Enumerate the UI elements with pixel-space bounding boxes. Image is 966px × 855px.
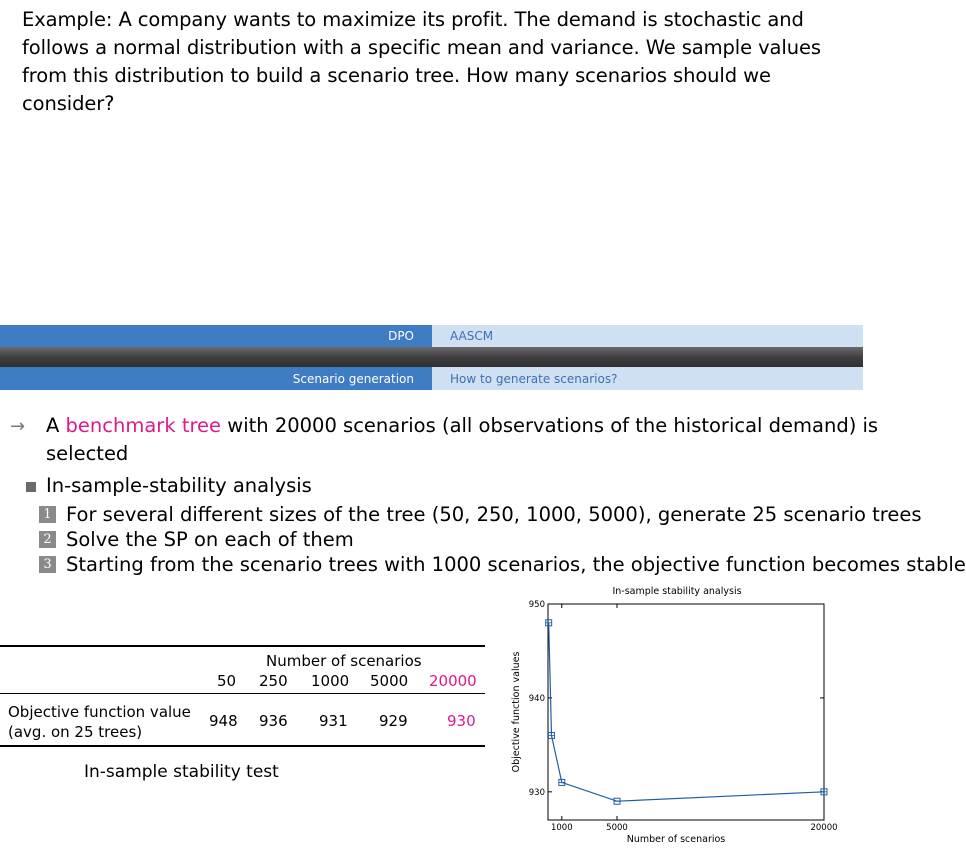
chart-x-axis-label: Number of scenarios xyxy=(626,834,726,845)
step-text-1: For several different sizes of the tree (50, 250, 1000, 5000), generate 25 scenario trees xyxy=(66,503,922,526)
benchmark-prefix: A xyxy=(46,414,66,437)
table-cell-highlight: 930 xyxy=(447,712,476,730)
header-presentation-title[interactable]: AASCM xyxy=(450,329,494,343)
chart-y-tick-label: 930 xyxy=(528,787,545,798)
chart-x-tick-label: 20000 xyxy=(810,823,838,833)
chart-y-tick-label: 950 xyxy=(528,600,545,610)
header-section-title[interactable]: DPO xyxy=(388,329,414,343)
step-text-3: Starting from the scenario trees with 1000 scenarios, the objective function becomes stable xyxy=(66,553,966,576)
table-cell: 929 xyxy=(379,712,408,730)
benchmark-line-cont: selected xyxy=(46,442,129,465)
arrow-right-icon: → xyxy=(10,416,26,437)
table-cell: 931 xyxy=(319,712,348,730)
table-row-label-sub: (avg. on 25 trees) xyxy=(8,723,143,741)
benchmark-highlight: benchmark tree xyxy=(65,414,222,437)
step-number-3: 3 xyxy=(39,556,56,573)
bullet-line: In-sample-stability analysis xyxy=(46,474,312,497)
chart-y-tick-label: 940 xyxy=(528,693,545,704)
header-subsection-title[interactable]: Scenario generation xyxy=(292,371,414,386)
table-col-header-highlight: 20000 xyxy=(429,672,477,690)
table-col-header: 5000 xyxy=(370,672,409,690)
step-text-2: Solve the SP on each of them xyxy=(66,528,354,551)
chart-x-tick-label: 5000 xyxy=(606,823,628,833)
table-col-header: 1000 xyxy=(311,672,350,690)
table-cell: 936 xyxy=(259,712,288,730)
table-header-title: Number of scenarios xyxy=(266,652,422,670)
intro-paragraph: Example: A company wants to maximize its profit. The demand is stochastic and follows a normal distribution with a specific mean and variance. We sample values from this distribution to build a scenario tree. How many scenarios should we consider? xyxy=(22,8,821,115)
chart-series-line xyxy=(549,623,824,801)
benchmark-rest: with 20000 scenarios (all observations of the historical demand) is xyxy=(221,414,879,437)
table-cell: 948 xyxy=(209,712,238,730)
header-frame-title[interactable]: How to generate scenarios? xyxy=(450,371,618,386)
table-col-header: 250 xyxy=(259,672,288,690)
chart-title: In-sample stability analysis xyxy=(612,586,742,597)
table-row-label: Objective function value xyxy=(8,703,191,721)
table-caption: In-sample stability test xyxy=(84,762,279,782)
chart-y-axis-label: Objective function values xyxy=(511,651,522,773)
step-number-2: 2 xyxy=(39,531,56,548)
table-col-header: 50 xyxy=(217,672,237,690)
step-number-1: 1 xyxy=(39,506,56,523)
chart-plot-frame xyxy=(548,604,824,820)
chart-x-tick-label: 1000 xyxy=(550,823,573,833)
